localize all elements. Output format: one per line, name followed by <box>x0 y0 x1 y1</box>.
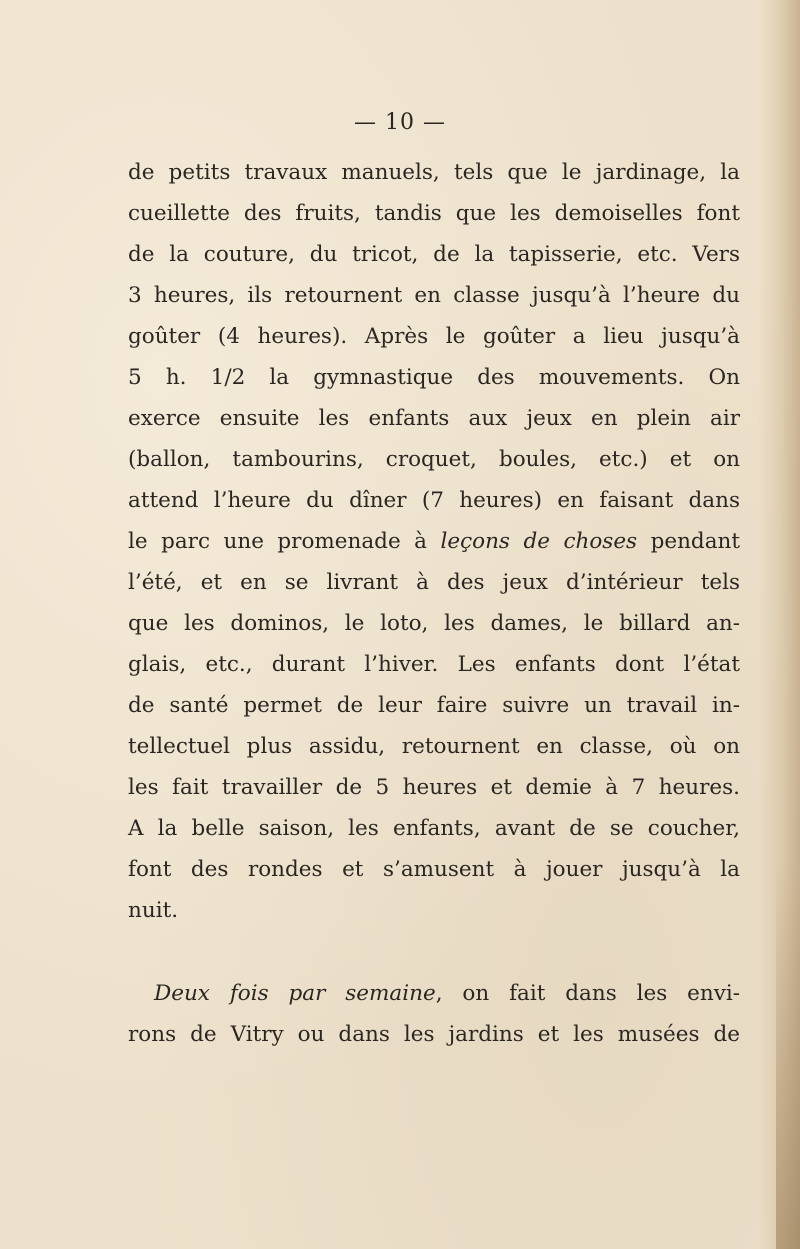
paragraph <box>128 973 740 1055</box>
text-line: exerce ensuite les enfants aux jeux en plein air <box>128 406 740 431</box>
text-line: l’été, et en se livrant à des jeux d’intérieur tels <box>128 570 740 595</box>
text-line: attend l’heure du dîner (7 heures) en faisant dans <box>128 488 740 513</box>
text-line: de petits travaux manuels, tels que le jardinage, la <box>128 160 740 185</box>
page-corner-stain <box>776 860 800 1249</box>
text-span: le parc une promenade à <box>128 529 441 554</box>
text-line: 3 heures, ils retournent en classe jusqu’à l’heure du <box>128 283 740 308</box>
body-text <box>128 152 740 1055</box>
text-span: , on fait dans les envi- <box>435 981 741 1006</box>
text-line: cueillette des fruits, tandis que les demoiselles font <box>128 201 740 226</box>
text-line: nuit. <box>128 898 179 923</box>
text-line: que les dominos, le loto, les dames, le billard an- <box>128 611 740 636</box>
text-line: 5 h. 1/2 la gymnastique des mouvements. On <box>128 365 740 390</box>
text-line: rons de Vitry ou dans les jardins et les musées de <box>128 1022 740 1047</box>
text-line: les fait travailler de 5 heures et demie à 7 heures. <box>128 775 740 800</box>
text-line: font des rondes et s’amusent à jouer jusqu’à la <box>128 857 740 882</box>
text-span: pendant <box>637 529 740 554</box>
text-line: A la belle saison, les enfants, avant de se coucher, <box>128 816 740 841</box>
paragraph-gap <box>128 931 740 973</box>
text-line: glais, etc., durant l’hiver. Les enfants dont l’état <box>128 652 740 677</box>
italic-phrase: Deux fois par semaine <box>154 981 436 1006</box>
text-line: de santé permet de leur faire suivre un travail in- <box>128 693 740 718</box>
text-line: goûter (4 heures). Après le goûter a lieu jusqu’à <box>128 324 740 349</box>
text-line: de la couture, du tricot, de la tapisserie, etc. Vers <box>128 242 740 267</box>
italic-phrase: leçons de choses <box>440 529 638 554</box>
text-line <box>128 973 740 1014</box>
page-number: — 10 — <box>354 110 446 135</box>
paragraph <box>128 152 740 931</box>
text-line: (ballon, tambourins, croquet, boules, etc.) et on <box>128 447 740 472</box>
text-line: tellectuel plus assidu, retournent en classe, où on <box>128 734 740 759</box>
text-line <box>128 521 740 562</box>
